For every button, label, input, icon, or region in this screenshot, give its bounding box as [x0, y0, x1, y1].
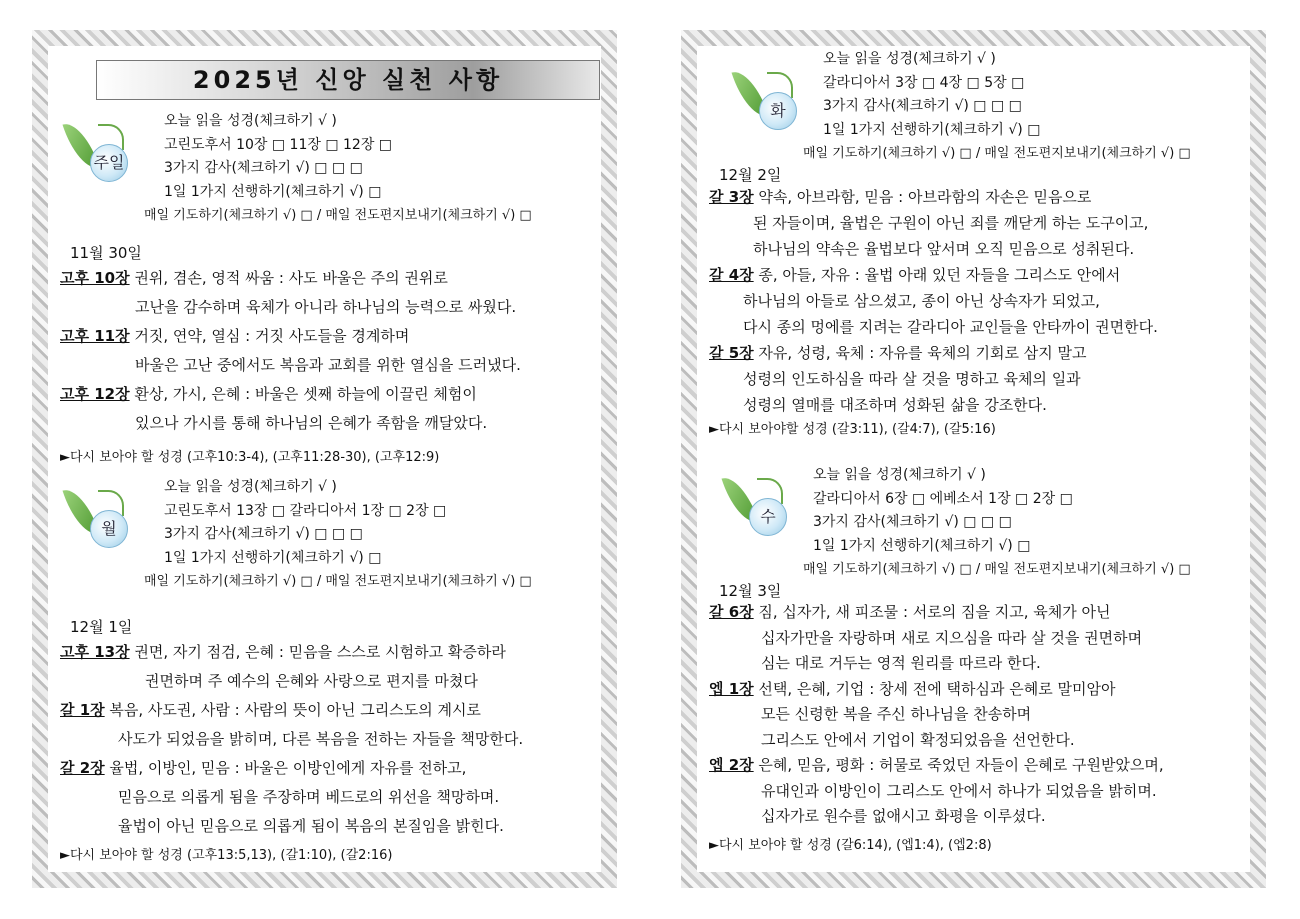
day-label: 화	[759, 92, 797, 130]
reading-line: 사도가 되었음을 밝히며, 다른 복음을 전하는 자들을 책망한다.	[118, 730, 524, 748]
checklist-line[interactable]: 갈라디아서 6장 □ 에베소서 1장 □ 2장 □	[813, 490, 1073, 507]
reading-line: 율법이 아닌 믿음으로 의롭게 됨이 복음의 본질임을 밝힌다.	[118, 817, 504, 835]
readings-wednesday	[709, 600, 1164, 830]
reading-line: 모든 신령한 복을 주신 하나님을 찬송하며	[761, 705, 1032, 723]
chapter-ref: 고후 12장	[60, 385, 130, 403]
checklist-line[interactable]: 오늘 읽을 성경(체크하기 √ )	[813, 467, 986, 483]
prayer-line[interactable]: 매일 기도하기(체크하기 √) □ / 매일 전도편지보내기(체크하기 √) □	[803, 146, 1191, 161]
reading-line: 엡 2장 은혜, 믿음, 평화 : 허물로 죽었던 자들이 은혜로 구원받았으며,	[709, 756, 1164, 774]
reading-line: 심는 대로 거두는 영적 원리를 따르라 한다.	[761, 654, 1041, 672]
reading-line: 고후 12장 환상, 가시, 은혜 : 바울은 셋째 하늘에 이끌린 체험이	[60, 385, 477, 403]
reading-line: 갈 4장 종, 아들, 자유 : 율법 아래 있던 자들을 그리스도 안에서	[709, 266, 1121, 284]
readings-sunday	[60, 264, 521, 438]
reading-line: 고후 13장 권면, 자기 점검, 은혜 : 믿음을 스스로 시험하고 확증하라	[60, 643, 506, 661]
chapter-ref: 갈 3장	[709, 188, 754, 206]
right-page	[681, 30, 1266, 888]
left-page	[32, 30, 617, 888]
chapter-ref: 갈 4장	[709, 266, 754, 284]
reading-line: 성령의 열매를 대조하며 성화된 삶을 강조한다.	[743, 396, 1047, 414]
checklist-line[interactable]: 1일 1가지 선행하기(체크하기 √) □	[823, 121, 1041, 138]
readings-tuesday	[709, 184, 1158, 418]
reading-line: 다시 종의 멍에를 지려는 갈라디아 교인들을 안타까이 권면한다.	[743, 318, 1158, 336]
day-badge-wednesday	[727, 472, 791, 542]
chapter-ref: 고후 10장	[60, 269, 130, 287]
reading-line: 고난을 감수하며 육체가 아니라 하나님의 능력으로 싸웠다.	[135, 298, 517, 316]
reading-line: 된 자들이며, 율법은 구원이 아닌 죄를 깨닫게 하는 도구이고,	[753, 214, 1149, 232]
day-badge-monday	[68, 484, 132, 554]
checklist-line[interactable]: 고린도후서 13장 □ 갈라디아서 1장 □ 2장 □	[164, 502, 447, 519]
reading-line: 성령의 인도하심을 따라 살 것을 명하고 육체의 일과	[743, 370, 1081, 388]
reading-line: 유대인과 이방인이 그리스도 안에서 하나가 되었음을 밝히며.	[761, 781, 1157, 800]
reading-line: 바울은 고난 중에서도 복음과 교회를 위한 열심을 드러냈다.	[135, 356, 521, 374]
checklist-line[interactable]: 고린도후서 10장 □ 11장 □ 12장 □	[164, 136, 393, 153]
review-verses: ►다시 보아야 할 성경 (갈6:14), (엡1:4), (엡2:8)	[709, 838, 992, 853]
reading-line: 권면하며 주 예수의 은혜와 사랑으로 편지를 마쳤다	[145, 672, 478, 690]
chapter-ref: 갈 2장	[60, 759, 105, 777]
reading-line: 믿음으로 의롭게 됨을 주장하며 베드로의 위선을 책망하며.	[118, 788, 500, 806]
reading-date: 12월 1일	[70, 618, 133, 636]
chapter-ref: 엡 2장	[709, 756, 754, 774]
checklist-line[interactable]: 3가지 감사(체크하기 √) □ □ □	[164, 160, 363, 176]
checklist-tuesday	[823, 48, 1040, 142]
chapter-ref: 갈 5장	[709, 344, 754, 362]
reading-line: 갈 6장 짐, 십자가, 새 피조물 : 서로의 짐을 지고, 육체가 아닌	[709, 603, 1111, 621]
day-label: 주일	[90, 144, 128, 182]
day-badge-tuesday	[737, 66, 801, 136]
prayer-line[interactable]: 매일 기도하기(체크하기 √) □ / 매일 전도편지보내기(체크하기 √) □	[144, 574, 532, 589]
checklist-line[interactable]: 3가지 감사(체크하기 √) □ □ □	[813, 514, 1012, 530]
checklist-line[interactable]: 3가지 감사(체크하기 √) □ □ □	[823, 98, 1022, 114]
review-verses: ►다시 보아야 할 성경 (고후10:3-4), (고후11:28-30), (고후12:9)	[60, 450, 440, 465]
checklist-line[interactable]: 1일 1가지 선행하기(체크하기 √) □	[164, 549, 382, 566]
reading-line: 하나님의 아들로 삼으셨고, 종이 아닌 상속자가 되었고,	[743, 292, 1100, 310]
reading-line: 갈 2장 율법, 이방인, 믿음 : 바울은 이방인에게 자유를 전하고,	[60, 759, 467, 777]
reading-line: 엡 1장 선택, 은혜, 기업 : 창세 전에 택하심과 은혜로 말미암아	[709, 679, 1116, 698]
chapter-ref: 고후 11장	[60, 327, 130, 345]
reading-line: 하나님의 약속은 율법보다 앞서며 오직 믿음으로 성취된다.	[753, 240, 1135, 258]
day-badge-sunday	[68, 118, 132, 188]
reading-line: 고후 10장 권위, 겸손, 영적 싸움 : 사도 바울은 주의 권위로	[60, 269, 448, 287]
reading-line: 갈 1장 복음, 사도권, 사람 : 사람의 뜻이 아닌 그리스도의 계시로	[60, 701, 481, 719]
reading-line: 십자가만을 자랑하며 새로 지으심을 따라 살 것을 권면하며	[761, 628, 1143, 647]
checklist-line[interactable]: 갈라디아서 3장 □ 4장 □ 5장 □	[823, 74, 1025, 91]
reading-line: 갈 3장 약속, 아브라함, 믿음 : 아브라함의 자손은 믿음으로	[709, 188, 1092, 206]
checklist-wednesday	[813, 464, 1073, 558]
day-label: 월	[90, 510, 128, 548]
page-title: 2025년 신앙 실천 사항	[96, 60, 600, 100]
checklist-line[interactable]: 오늘 읽을 성경(체크하기 √ )	[164, 113, 337, 129]
reading-date: 11월 30일	[70, 244, 142, 262]
prayer-line[interactable]: 매일 기도하기(체크하기 √) □ / 매일 전도편지보내기(체크하기 √) □	[144, 208, 532, 223]
chapter-ref: 고후 13장	[60, 643, 130, 661]
reading-date: 12월 2일	[719, 166, 782, 184]
readings-monday	[60, 638, 523, 841]
checklist-sunday	[164, 110, 392, 204]
chapter-ref: 갈 6장	[709, 603, 754, 621]
reading-line: 있으나 가시를 통해 하나님의 은혜가 족함을 깨달았다.	[135, 414, 488, 432]
review-verses: ►다시 보아야할 성경 (갈3:11), (갈4:7), (갈5:16)	[709, 422, 996, 437]
day-label: 수	[749, 498, 787, 536]
reading-line: 갈 5장 자유, 성령, 육체 : 자유를 육체의 기회로 삼지 말고	[709, 344, 1087, 362]
checklist-line[interactable]: 1일 1가지 선행하기(체크하기 √) □	[164, 183, 382, 200]
checklist-monday	[164, 476, 446, 570]
reading-line: 고후 11장 거짓, 연약, 열심 : 거짓 사도들을 경계하며	[60, 327, 410, 345]
checklist-line[interactable]: 1일 1가지 선행하기(체크하기 √) □	[813, 537, 1031, 554]
checklist-line[interactable]: 3가지 감사(체크하기 √) □ □ □	[164, 526, 363, 542]
prayer-line[interactable]: 매일 기도하기(체크하기 √) □ / 매일 전도편지보내기(체크하기 √) □	[803, 562, 1191, 577]
reading-line: 십자가로 원수를 없애시고 화평을 이루셨다.	[761, 807, 1046, 825]
chapter-ref: 갈 1장	[60, 701, 105, 719]
checklist-line[interactable]: 오늘 읽을 성경(체크하기 √ )	[164, 479, 337, 495]
checklist-line[interactable]: 오늘 읽을 성경(체크하기 √ )	[823, 51, 996, 67]
review-verses: ►다시 보아야 할 성경 (고후13:5,13), (갈1:10), (갈2:16)	[60, 848, 393, 863]
chapter-ref: 엡 1장	[709, 679, 754, 698]
reading-date: 12월 3일	[719, 582, 782, 600]
reading-line: 그리스도 안에서 기업이 확정되었음을 선언한다.	[761, 730, 1075, 749]
